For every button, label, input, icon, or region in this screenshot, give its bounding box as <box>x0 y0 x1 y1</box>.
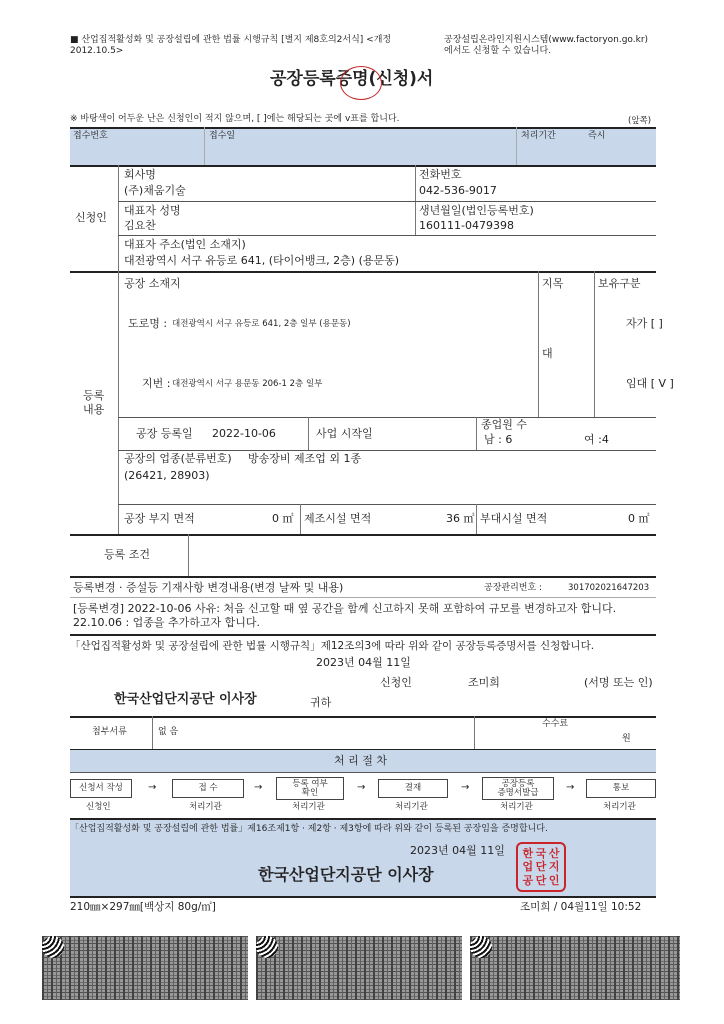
industry-value: 방송장비 제조업 외 1종 <box>248 452 362 465</box>
procedure-arrow-4: → <box>461 782 470 793</box>
paper-spec: 210㎜×297㎜[백상지 80g/㎡] <box>70 901 216 913</box>
declaration-text: 「산업집적활성화 및 공장설립에 관한 법률 시행규칙」제12조의3에 따라 위와 같이 공장등록증명서를 신청합니다. <box>70 640 595 652</box>
procedure-arrow-3: → <box>357 782 366 793</box>
title-circle-mark <box>340 66 382 100</box>
change-record-2: 22.10.06 : 업종을 추가하고자 합니다. <box>73 616 261 629</box>
barcode-corner-3 <box>470 936 492 958</box>
barcode-corner-1 <box>42 936 64 958</box>
road-address-label: 도로명 : <box>128 317 168 330</box>
mfg-area-label: 제조시설 면적 <box>304 512 372 525</box>
changes-label: 등록변경 · 증설등 기재사항 변경내용(변경 날짜 및 내용) <box>73 581 344 594</box>
procedure-arrow-1: → <box>148 782 157 793</box>
procedure-step-3-line2: 확인 <box>301 787 319 798</box>
company-name-label: 회사명 <box>124 168 156 181</box>
processing-period-label: 처리기간 <box>521 131 556 141</box>
certification-issuer: 한국산업단지공단 이사장 <box>258 865 434 884</box>
instruction-notice: ※ 바탕색이 어두운 난은 신청인이 적지 않으며, [ ]에는 해당되는 곳에 v표를 합니다. <box>70 114 400 124</box>
road-address-value: 대전광역시 서구 유등로 641, 2층 일부 (용문동) <box>172 319 351 329</box>
procedure-step-5-line2: 증명서발급 <box>497 787 539 798</box>
certification-date: 2023년 04월 11일 <box>410 844 505 857</box>
employees-male: 남 : 6 <box>484 433 513 446</box>
procedure-arrow-5: → <box>566 782 575 793</box>
document-title-main: 공장등록증명 <box>270 69 369 89</box>
ownership-lease-option: 임대 [ V ] <box>626 377 674 390</box>
applicant-section-label: 신청인 <box>75 211 107 224</box>
print-stamp: 조미희 / 04월11일 10:52 <box>520 901 642 913</box>
procedure-step-3-line1: 등록 여부 <box>292 778 328 789</box>
lot-address-value: 대전광역시 서구 용문동 206-1 2층 일부 <box>172 379 323 389</box>
industry-label: 공장의 업종(분류번호) <box>124 452 232 465</box>
registration-date-value: 2022-10-06 <box>212 427 276 440</box>
official-seal-stamp: 한 국 산 업 단 지 공 단 인 <box>516 842 566 892</box>
attachments-label: 첨부서류 <box>92 727 127 737</box>
recipient-name: 한국산업단지공단 이사장 <box>114 692 257 707</box>
business-start-label: 사업 시작일 <box>316 427 373 440</box>
security-barcode-1 <box>42 936 248 1000</box>
online-system-note-2: 에서도 신청할 수 있습니다. <box>444 46 552 56</box>
form-legal-note: ■ 산업집적활성화 및 공장설립에 관한 법률 시행규칙 [별지 제8호의2서식] <개정 <box>70 35 392 45</box>
attachments-value: 없 음 <box>158 727 179 737</box>
recipient-honorific: 귀하 <box>310 696 332 709</box>
procedure-actor-4: 처리기관 <box>395 802 428 812</box>
registration-date-label: 공장 등록일 <box>136 427 193 440</box>
procedure-actor-1: 신청인 <box>86 802 111 812</box>
phone-value: 042-536-9017 <box>419 184 497 197</box>
security-barcode-3 <box>470 936 680 1000</box>
procedure-step-3 <box>276 777 344 800</box>
lot-address-label: 지번 : <box>142 377 171 390</box>
procedure-step-4-text: 결재 <box>404 783 422 794</box>
online-system-note: 공장설립온라인지원시스템(www.factoryon.go.kr) <box>444 35 649 45</box>
procedure-step-6 <box>586 779 656 798</box>
procedure-step-5-line1: 공장등록 <box>501 778 535 789</box>
ownership-label: 보유구분 <box>598 277 641 290</box>
site-area-label: 공장 부지 면적 <box>124 512 195 525</box>
procedure-step-2 <box>172 779 244 798</box>
industry-codes: (26421, 28903) <box>124 469 210 482</box>
company-name-value: (주)채움기술 <box>124 184 186 197</box>
fee-unit: 원 <box>622 734 631 744</box>
representative-value: 김요찬 <box>124 219 156 232</box>
conditions-label: 등록 조건 <box>104 548 151 561</box>
barcode-corner-2 <box>256 936 278 958</box>
form-revision-note: 2012.10.5> <box>70 46 124 56</box>
birthdate-value: 160111-0479398 <box>419 219 514 232</box>
registration-section-label-2: 내용 <box>83 403 105 416</box>
birthdate-label: 생년월일(법인등록번호) <box>419 204 534 217</box>
land-category-value: 대 <box>542 347 553 360</box>
receipt-number-label: 접수번호 <box>73 131 108 141</box>
registration-section-label: 등록 <box>83 389 105 402</box>
factory-location-label: 공장 소재지 <box>124 277 181 290</box>
declaration-date: 2023년 04월 11일 <box>316 656 411 669</box>
procedure-step-5 <box>482 777 554 800</box>
procedure-step-1-text: 신청서 작성 <box>79 783 123 794</box>
procedure-step-4 <box>378 779 448 798</box>
procedure-step-2-text: 접 수 <box>198 783 218 794</box>
procedure-actor-6: 처리기관 <box>603 802 636 812</box>
employees-label: 종업원 수 <box>481 418 528 431</box>
aux-area-value: 0 ㎡ <box>628 512 650 525</box>
procedure-arrow-2: → <box>254 782 263 793</box>
receipt-row-shade <box>70 127 656 165</box>
document-title-suffix: (신청)서 <box>368 69 434 89</box>
mgmt-number-value: 301702021647203 <box>568 583 650 593</box>
land-category-label: 지목 <box>542 277 564 290</box>
change-record-1: [등록변경] 2022-10-06 사유: 처음 신고할 때 옆 공간을 함께 신고하지 못해 포함하여 규모를 변경하고자 합니다. <box>73 602 617 615</box>
procedure-title: 처 리 절 차 <box>334 754 387 767</box>
representative-address-value: 대전광역시 서구 유등로 641, (타이어뱅크, 2층) (용문동) <box>124 254 400 267</box>
procedure-actor-3: 처리기관 <box>292 802 325 812</box>
ownership-own-option: 자가 [ ] <box>626 317 663 330</box>
certification-text: 「산업집적활성화 및 공장설립에 관한 법률」제16조제1항 · 제2항 · 제3항에 따라 위와 같이 등록된 공장임을 증명합니다. <box>70 824 548 834</box>
procedure-step-6-text: 통보 <box>612 783 630 794</box>
security-barcode-2 <box>256 936 462 1000</box>
employees-female: 여 :4 <box>584 433 609 446</box>
mfg-area-value: 36 ㎡ <box>446 512 475 525</box>
phone-label: 전화번호 <box>419 168 462 181</box>
receipt-date-label: 접수일 <box>209 131 236 141</box>
representative-address-label: 대표자 주소(법인 소재지) <box>124 238 246 251</box>
representative-label: 대표자 성명 <box>124 204 181 217</box>
applicant-signature-label: 신청인 <box>380 676 412 689</box>
procedure-actor-5: 처리기관 <box>500 802 533 812</box>
procedure-step-1 <box>70 779 132 798</box>
processing-period-value: 즉시 <box>588 131 606 141</box>
mgmt-number-label: 공장관리번호 : <box>484 583 543 593</box>
applicant-signature-name: 조미희 <box>468 676 500 689</box>
fee-label: 수수료 <box>542 719 569 729</box>
site-area-value: 0 ㎡ <box>272 512 294 525</box>
page-side-label: (앞쪽) <box>628 116 652 126</box>
procedure-actor-2: 처리기관 <box>189 802 222 812</box>
aux-area-label: 부대시설 면적 <box>480 512 548 525</box>
sign-or-seal-label: (서명 또는 인) <box>584 676 653 689</box>
